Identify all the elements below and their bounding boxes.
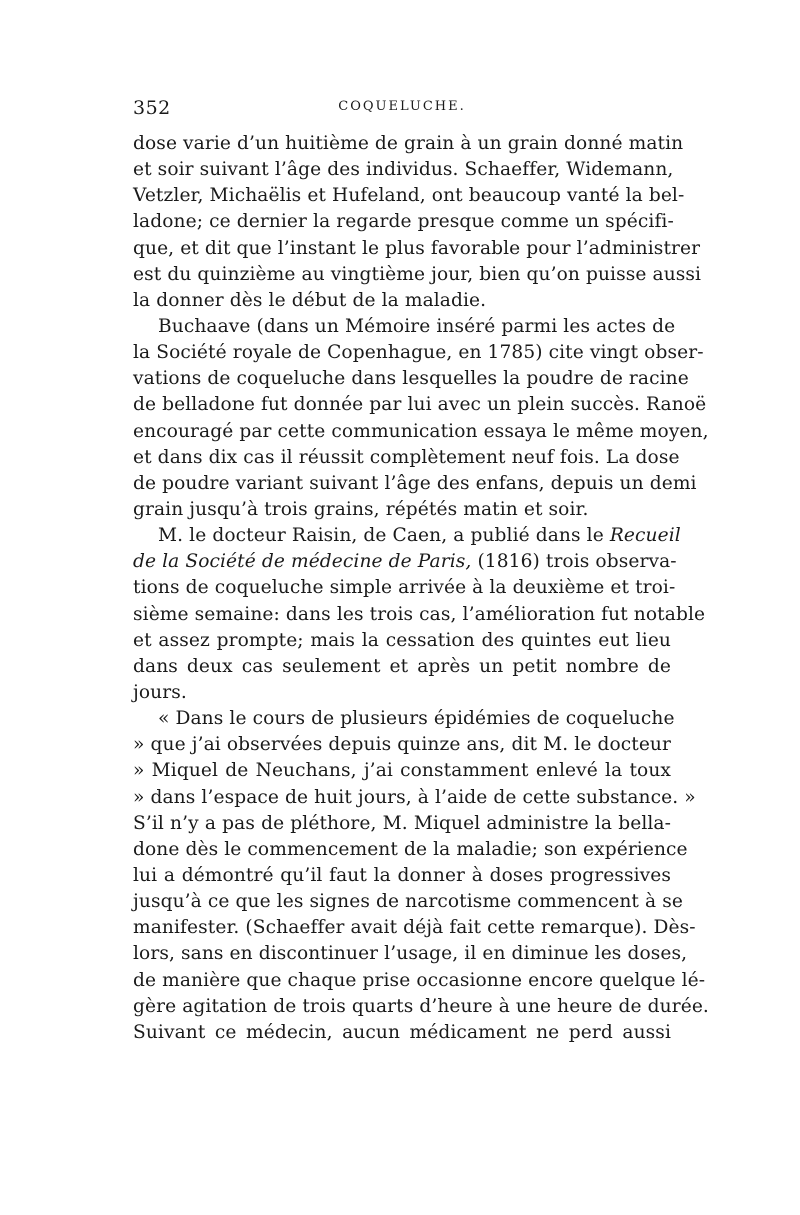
text-line: dose varie d’un huitième de grain à un grain donné matin	[133, 133, 684, 154]
quote-line: » dans l’espace de huit jours, à l’aide de cette substance. »	[133, 786, 696, 808]
text-line: jusqu’à ce que les signes de narcotisme commencent à se	[133, 891, 683, 913]
text-line: Suivant ce médecin, aucun médicament ne perd aussi	[133, 1021, 671, 1043]
text-line: de belladone fut donnée par lui avec un plein succès. Ranoë	[133, 394, 707, 416]
text-line: grain jusqu’à trois grains, répétés matin et soir.	[133, 498, 589, 520]
text-line: que, et dit que l’instant le plus favorable pour l’administrer	[133, 237, 701, 259]
text-fragment: (1816) trois observa-	[477, 551, 677, 573]
running-title: COQUELUCHE.	[338, 99, 466, 114]
text-line: lui a démontré qu’il faut la donner à doses progressives	[133, 864, 671, 886]
text-line: vations de coqueluche dans lesquelles la poudre de racine	[133, 368, 689, 390]
text-line: de manière que chaque prise occasionne encore quelque lé-	[133, 969, 706, 991]
quote-line: « Dans le cours de plusieurs épidémies de coqueluche	[158, 708, 675, 730]
text-line: gère agitation de trois quarts d’heure à une heure de durée.	[133, 995, 709, 1017]
quote-line: » que j’ai observées depuis quinze ans, dit M. le docteur	[133, 734, 671, 756]
italic-title: Recueil	[609, 525, 681, 547]
page-header	[133, 97, 671, 121]
text-line: done dès le commencement de la maladie; son expérience	[133, 838, 688, 860]
text-line: et assez prompte; mais la cessation des quintes eut lieu	[133, 629, 671, 651]
text-line: la Société royale de Copenhague, en 1785) cite vingt obser-	[133, 342, 704, 364]
text-fragment: M. le docteur Raisin, de Caen, a publié dans le	[158, 525, 604, 547]
text-line: jours.	[133, 681, 187, 703]
text-line: sième semaine: dans les trois cas, l’amélioration fut notable	[133, 603, 706, 625]
text-line: est du quinzième au vingtième jour, bien qu’on puisse aussi	[133, 263, 702, 285]
body-text	[133, 131, 709, 1046]
text-line-with-italic	[133, 549, 677, 575]
text-line: Vetzler, Michaëlis et Hufeland, ont beaucoup vanté la bel-	[133, 185, 685, 207]
text-line: Buchaave (dans un Mémoire inséré parmi les actes de	[158, 315, 676, 337]
text-line: la donner dès le début de la maladie.	[133, 289, 487, 311]
text-line: et dans dix cas il réussit complètement neuf fois. La dose	[133, 446, 680, 468]
text-line: S’il n’y a pas de pléthore, M. Miquel administre la bella-	[133, 812, 671, 834]
text-line-with-italic	[133, 523, 681, 549]
text-line: dans deux cas seulement et après un petit nombre de	[133, 655, 671, 677]
text-line: de poudre variant suivant l’âge des enfans, depuis un demi	[133, 472, 697, 494]
italic-title: de la Société de médecine de Paris,	[133, 551, 472, 573]
text-line: manifester. (Schaeffer avait déjà fait cette remarque). Dès-	[133, 917, 696, 939]
quote-line: » Miquel de Neuchans, j’ai constamment enlevé la toux	[133, 760, 671, 782]
page-number: 352	[133, 97, 171, 119]
text-line: tions de coqueluche simple arrivée à la deuxième et troi-	[133, 577, 676, 599]
text-line: et soir suivant l’âge des individus. Schaeffer, Widemann,	[133, 159, 674, 181]
text-line: ladone; ce dernier la regarde presque comme un spécifi-	[133, 211, 674, 233]
text-line: encouragé par cette communication essaya le même moyen,	[133, 420, 709, 442]
text-line: lors, sans en discontinuer l’usage, il en diminue les doses,	[133, 943, 688, 965]
